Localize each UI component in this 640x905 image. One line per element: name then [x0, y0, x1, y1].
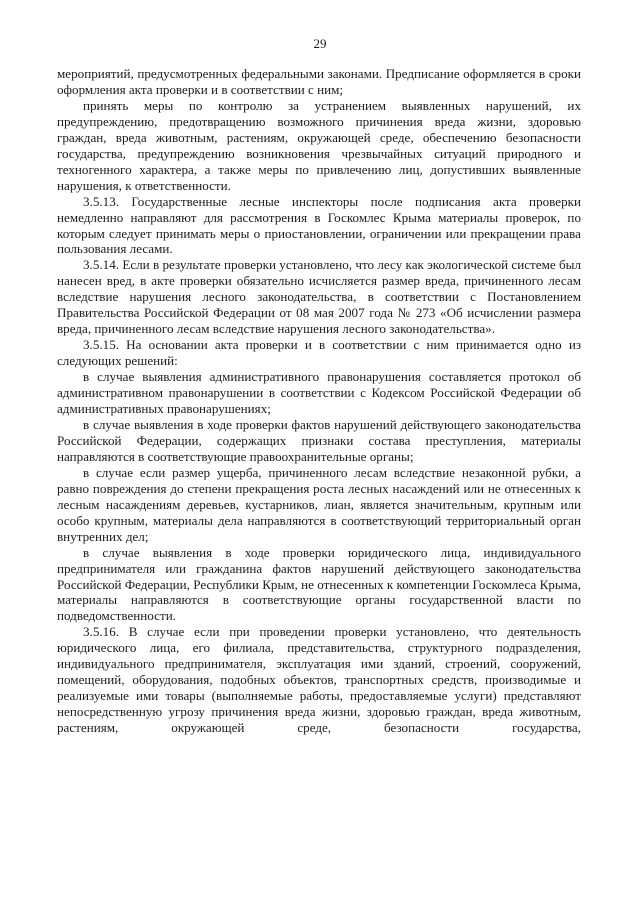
paragraph-3-5-15: 3.5.15. На основании акта проверки и в соответствии с ним принимается одно из следующих решений: — [57, 337, 581, 369]
paragraph-3-5-13: 3.5.13. Государственные лесные инспекторы после подписания акта проверки немедленно направляют для рассмотрения в Госкомлес Крыма материалы проверок, по которым следует принимать меры о приостановлении, ограничении или прекращении права пользования лесами. — [57, 193, 581, 257]
paragraph-illegal-logging: в случае если размер ущерба, причиненного лесам вследствие незаконной рубки, а равно повреждения до степени прекращения роста лесных насаждений или не отнесенных к лесным насаждениям деревьев, кустарников, лиан, является значительным, крупным или особо крупным, материалы дела направляются в соответствующий территориальный орган внутренних дел; — [57, 464, 581, 544]
paragraph-3-5-14: 3.5.14. Если в результате проверки установлено, что лесу как экологической системе был нанесен вред, в акте проверки обязательно исчисляется размер вреда, причиненного лесам вследствие нарушения лесного законодательства, в соответствии с Постановлением Правительства Российской Федерации от 08 мая 2007 года № 273 «Об исчислении размера вреда, причиненного лесам вследствие нарушения лесного законодательства». — [57, 257, 581, 337]
paragraph-measures: принять меры по контролю за устранением выявленных нарушений, их предупреждению, предотвращению возможного причинения вреда жизни, здоровью граждан, вреда животным, растениям, окружающей среде, обеспечению безопасности государства, предупреждению возникновения чрезвычайных ситуаций природного и техногенного характера, а также меры по привлечению лиц, допустивших выявленные нарушения, к ответственности. — [57, 97, 581, 193]
paragraph-criminal-signs: в случае выявления в ходе проверки фактов нарушений действующего законодательства Российской Федерации, содержащих признаки состава преступления, материалы направляются в соответствующие правоохранительные органы; — [57, 416, 581, 464]
paragraph-administrative-offense: в случае выявления административного правонарушения составляется протокол об административном правонарушении в соответствии с Кодексом Российской Федерации об административных правонарушениях; — [57, 369, 581, 417]
paragraph-continuation: мероприятий, предусмотренных федеральными законами. Предписание оформляется в сроки оформления акта проверки и в соответствии с ним; — [57, 66, 581, 97]
document-body — [57, 66, 581, 736]
paragraph-jurisdiction: в случае выявления в ходе проверки юридического лица, индивидуального предпринимателя или гражданина фактов нарушений действующего законодательства Российской Федерации, Республики Крым, не отнесенных к компетенции Госкомлеса Крыма, материалы направляются в соответствующие органы государственной власти по подведомственности. — [57, 544, 581, 624]
paragraph-3-5-16: 3.5.16. В случае если при проведении проверки установлено, что деятельность юридического лица, его филиала, представительства, структурного подразделения, индивидуального предпринимателя, эксплуатация ими зданий, строений, сооружений, помещений, оборудования, подобных объектов, транспортных средств, производимые и реализуемые ими товары (выполняемые работы, предоставляемые услуги) представляют непосредственную угрозу причинения вреда жизни, здоровью граждан, вреда животным, растениям, окружающей среде, безопасности государства, — [57, 624, 581, 736]
page-number: 29 — [313, 36, 327, 51]
